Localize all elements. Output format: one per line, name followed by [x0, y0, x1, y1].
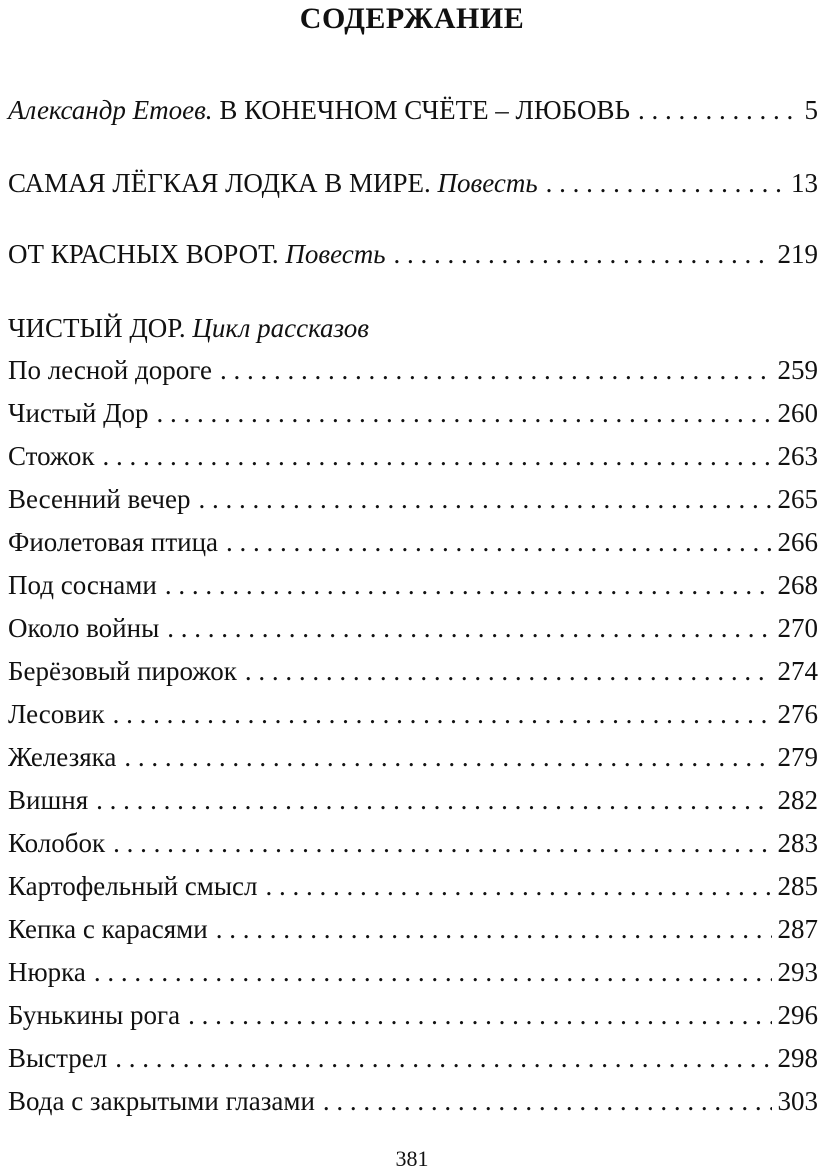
story-entry[interactable] — [8, 481, 818, 517]
story-title: Выстрел — [8, 1043, 108, 1073]
story-entry[interactable] — [8, 653, 818, 689]
work-title: САМАЯ ЛЁГКАЯ ЛОДКА В МИРЕ. — [8, 168, 438, 198]
story-page: 268 — [777, 570, 818, 600]
leader-dots — [188, 997, 771, 1033]
cycle-genre: Цикл рассказов — [192, 313, 369, 343]
story-page: 303 — [777, 1086, 818, 1116]
toc-entry-work[interactable] — [8, 165, 818, 201]
story-entry[interactable] — [8, 825, 818, 861]
story-title: Около войны — [8, 613, 160, 643]
leader-dots — [165, 567, 772, 603]
story-title: Картофельный смысл — [8, 871, 258, 901]
work-page: 219 — [777, 239, 818, 269]
story-entry[interactable] — [8, 954, 818, 990]
story-page: 279 — [777, 742, 818, 772]
work-genre: Повесть — [285, 239, 386, 269]
story-entry[interactable] — [8, 911, 818, 947]
intro-author: Александр Етоев. — [8, 95, 213, 125]
story-page: 296 — [777, 1000, 818, 1030]
leader-dots — [113, 825, 771, 861]
story-entry[interactable] — [8, 1040, 818, 1076]
leader-dots — [198, 481, 771, 517]
story-title: Кепка с карасями — [8, 914, 208, 944]
cycle-heading — [8, 310, 369, 346]
story-title: Весенний вечер — [8, 484, 191, 514]
story-title: Под соснами — [8, 570, 157, 600]
leader-dots — [245, 653, 772, 689]
story-page: 285 — [777, 871, 818, 901]
story-page: 287 — [777, 914, 818, 944]
story-title: Вода с закрытыми глазами — [8, 1086, 315, 1116]
leader-dots — [167, 610, 771, 646]
leader-dots — [157, 395, 772, 431]
story-entry[interactable] — [8, 567, 818, 603]
story-title: Колобок — [8, 828, 106, 858]
leader-dots — [103, 438, 772, 474]
story-title: Вишня — [8, 785, 89, 815]
leader-dots — [220, 352, 772, 388]
story-page: 259 — [777, 355, 818, 385]
story-entry[interactable] — [8, 997, 818, 1033]
story-title: Стожок — [8, 441, 95, 471]
story-page: 298 — [777, 1043, 818, 1073]
story-page: 263 — [777, 441, 818, 471]
intro-title: В КОНЕЧНОМ СЧЁТЕ – ЛЮБОВЬ — [212, 95, 630, 125]
leader-dots — [115, 1040, 771, 1076]
leader-dots — [546, 165, 785, 201]
story-page: 282 — [777, 785, 818, 815]
story-page: 283 — [777, 828, 818, 858]
leader-dots — [323, 1083, 772, 1119]
story-page: 274 — [777, 656, 818, 686]
leader-dots — [124, 739, 771, 775]
leader-dots — [265, 868, 771, 904]
story-entry[interactable] — [8, 524, 818, 560]
story-page: 266 — [777, 527, 818, 557]
work-page: 13 — [791, 168, 818, 198]
story-title: Нюрка — [8, 957, 86, 987]
story-title: По лесной дороге — [8, 355, 212, 385]
story-page: 270 — [777, 613, 818, 643]
leader-dots — [638, 92, 799, 128]
story-title: Бунькины рога — [8, 1000, 181, 1030]
story-page: 276 — [777, 699, 818, 729]
story-entry[interactable] — [8, 438, 818, 474]
toc-entry-intro[interactable] — [8, 92, 818, 128]
work-title: ОТ КРАСНЫХ ВОРОТ. — [8, 239, 286, 269]
story-page: 265 — [777, 484, 818, 514]
story-page: 293 — [777, 957, 818, 987]
leader-dots — [96, 782, 771, 818]
story-title: Лесовик — [8, 699, 105, 729]
story-title: Чистый Дор — [8, 398, 149, 428]
story-entry[interactable] — [8, 868, 818, 904]
story-title: Железяка — [8, 742, 117, 772]
story-entry[interactable] — [8, 782, 818, 818]
story-entry[interactable] — [8, 1083, 818, 1119]
leader-dots — [94, 954, 772, 990]
leader-dots — [113, 696, 772, 732]
page-title: СОДЕРЖАНИЕ — [299, 2, 525, 35]
story-page: 260 — [777, 398, 818, 428]
toc-entry-work[interactable] — [8, 236, 818, 272]
leader-dots — [394, 236, 772, 272]
leader-dots — [226, 524, 771, 560]
story-title: Фиолетовая птица — [8, 527, 219, 557]
story-entry[interactable] — [8, 610, 818, 646]
story-title: Берёзовый пирожок — [8, 656, 237, 686]
leader-dots — [216, 911, 772, 947]
intro-page: 5 — [804, 95, 818, 125]
story-entry[interactable] — [8, 395, 818, 431]
cycle-title: ЧИСТЫЙ ДОР. — [8, 313, 193, 343]
page-number: 381 — [395, 1146, 429, 1171]
story-entry[interactable] — [8, 352, 818, 388]
story-entry[interactable] — [8, 739, 818, 775]
work-genre: Повесть — [437, 168, 538, 198]
story-entry[interactable] — [8, 696, 818, 732]
